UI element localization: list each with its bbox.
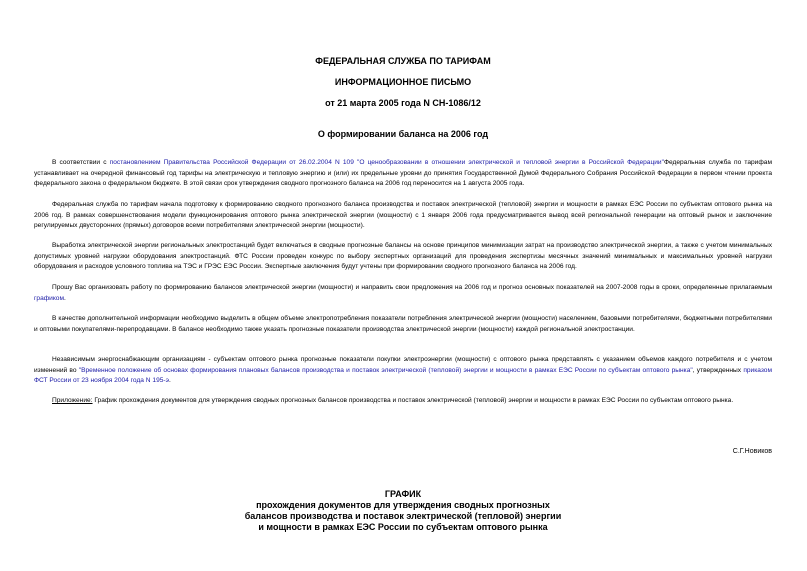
appendix-subtitle-line-2: балансов производства и поставок электрической (тепловой) энергии [244, 511, 562, 521]
paragraph-7-attachment [34, 396, 772, 407]
paragraph-4-text-b: . [64, 294, 66, 302]
paragraph-6 [34, 355, 772, 387]
paragraph-6-text-a: Независимым энергоснабжающим организациям - субъектам оптового рынка прогнозные показатели покупки электроэнергии (мощности) с оптового рынка представлять с указанием объемов каждого потребителя и с учетом изменений во [34, 356, 772, 374]
paragraph-6-text-c: . [168, 377, 171, 384]
appendix-subtitle-line-3: и мощности в рамках ЕЭС России по субъектам оптового рынка [258, 522, 548, 532]
link-fst-order[interactable]: приказом ФСТ России от 23 ноября 2004 года N 195-э [34, 366, 773, 384]
paragraph-1-text-a: В соответствии с [52, 159, 110, 166]
link-schedule[interactable]: графиком [34, 294, 65, 302]
paragraph-3: Выработка электрической энергии региональных электростанций будет включаться в сводные прогнозные балансы на основе принципов минимизации затрат на производство электрической энергии, а также с учетом минимальных допустимых уровней нагрузки оборудования электростанций. ФТС России проведен конкурс по выбору экспертных организаций для проведения экспертизы месячных значений минимальных и максимальных уровней нагрузки оборудования и расходов условного топлива на ТЭС и ГРЭС ЕЭС России. Экспертные заключения будут учтены при формировании сводного прогнозного баланса на 2006 год. [34, 242, 772, 270]
document-type: ИНФОРМАЦИОННОЕ ПИСЬМО [334, 77, 472, 87]
link-government-decree[interactable]: постановлением Правительства Российской Федерации от 26.02.2004 N 109 "О ценообразовании в отношении электрической и тепловой энергии в Российской Федерации" [109, 159, 664, 166]
appendix-title: ГРАФИК [384, 489, 422, 499]
paragraph-6-text-b: , утвержденных [692, 366, 744, 374]
attachment-text: График прохождения документов для утверждения сводных прогнозных балансов производства и поставок электрической (тепловой) энергии и мощности в рамках ЕЭС России по субъектам оптового рынка. [92, 397, 734, 404]
paragraph-1-text-b: Федеральная служба по тарифам устанавливает на очередной финансовый год тарифы на электрическую и тепловую энергию и (или) их предельные уровни до принятия Государственной Думой Федерального Собрания Российской Федерации в первом чтении проекта федерального закона о федеральном бюджете. В этой связи срок утверждения сводного прогнозного баланса на 2006 год переносится на 1 августа 2005 года. [34, 159, 772, 187]
paragraph-1 [34, 158, 772, 190]
appendix-subtitle-line-1: прохождения документов для утверждения сводных прогнозных [256, 500, 550, 510]
document-date-number: от 21 марта 2005 года N СН-1086/12 [325, 98, 481, 108]
document-subject: О формировании баланса на 2006 год [317, 129, 489, 139]
paragraph-5: В качестве дополнительной информации необходимо выделить в общем объеме электропотребления показатели потребления электрической энергии (мощности) населением, базовыми потребителями, бюджетными потребителями и оптовыми покупателями-перепродавцами. В балансе необходимо также указать прогнозные показатели производства электрической энергии (мощности) каждой региональной электростанции. [34, 315, 772, 333]
attachment-label: Приложение: [52, 397, 93, 404]
signature: С.Г.Новиков [732, 448, 772, 455]
agency-title: ФЕДЕРАЛЬНАЯ СЛУЖБА ПО ТАРИФАМ [315, 56, 491, 66]
paragraph-2: Федеральная служба по тарифам начала подготовку к формированию сводного прогнозного баланса производства и поставок электрической (тепловой) энергии и мощности в рамках ЕЭС России по субъектам оптового рынка на 2006 год. В рамках совершенствования модели функционирования оптового рынка электрической энергии (мощности) с 1 января 2006 года предусматривается вывод всей региональной генерации на оптовый рынок и заключение регулируемых двусторонних (прямых) договоров всеми потребителями электрической энергии (мощности). [34, 201, 772, 229]
paragraph-4-text-a: Прошу Вас организовать работу по формированию балансов электрической энергии (мощности) и направить свои предложения на 2006 год и прогноз основных показателей на 2007-2008 годы в сроки, определенные прилагаемым [52, 284, 772, 291]
paragraph-4 [34, 283, 772, 304]
link-temporary-regulation[interactable]: "Временное положение об основах формирования плановых балансов производства и поставок электрической (тепловой) энергии и мощности в рамках ЕЭС России по субъектам оптового рынка" [78, 366, 693, 374]
